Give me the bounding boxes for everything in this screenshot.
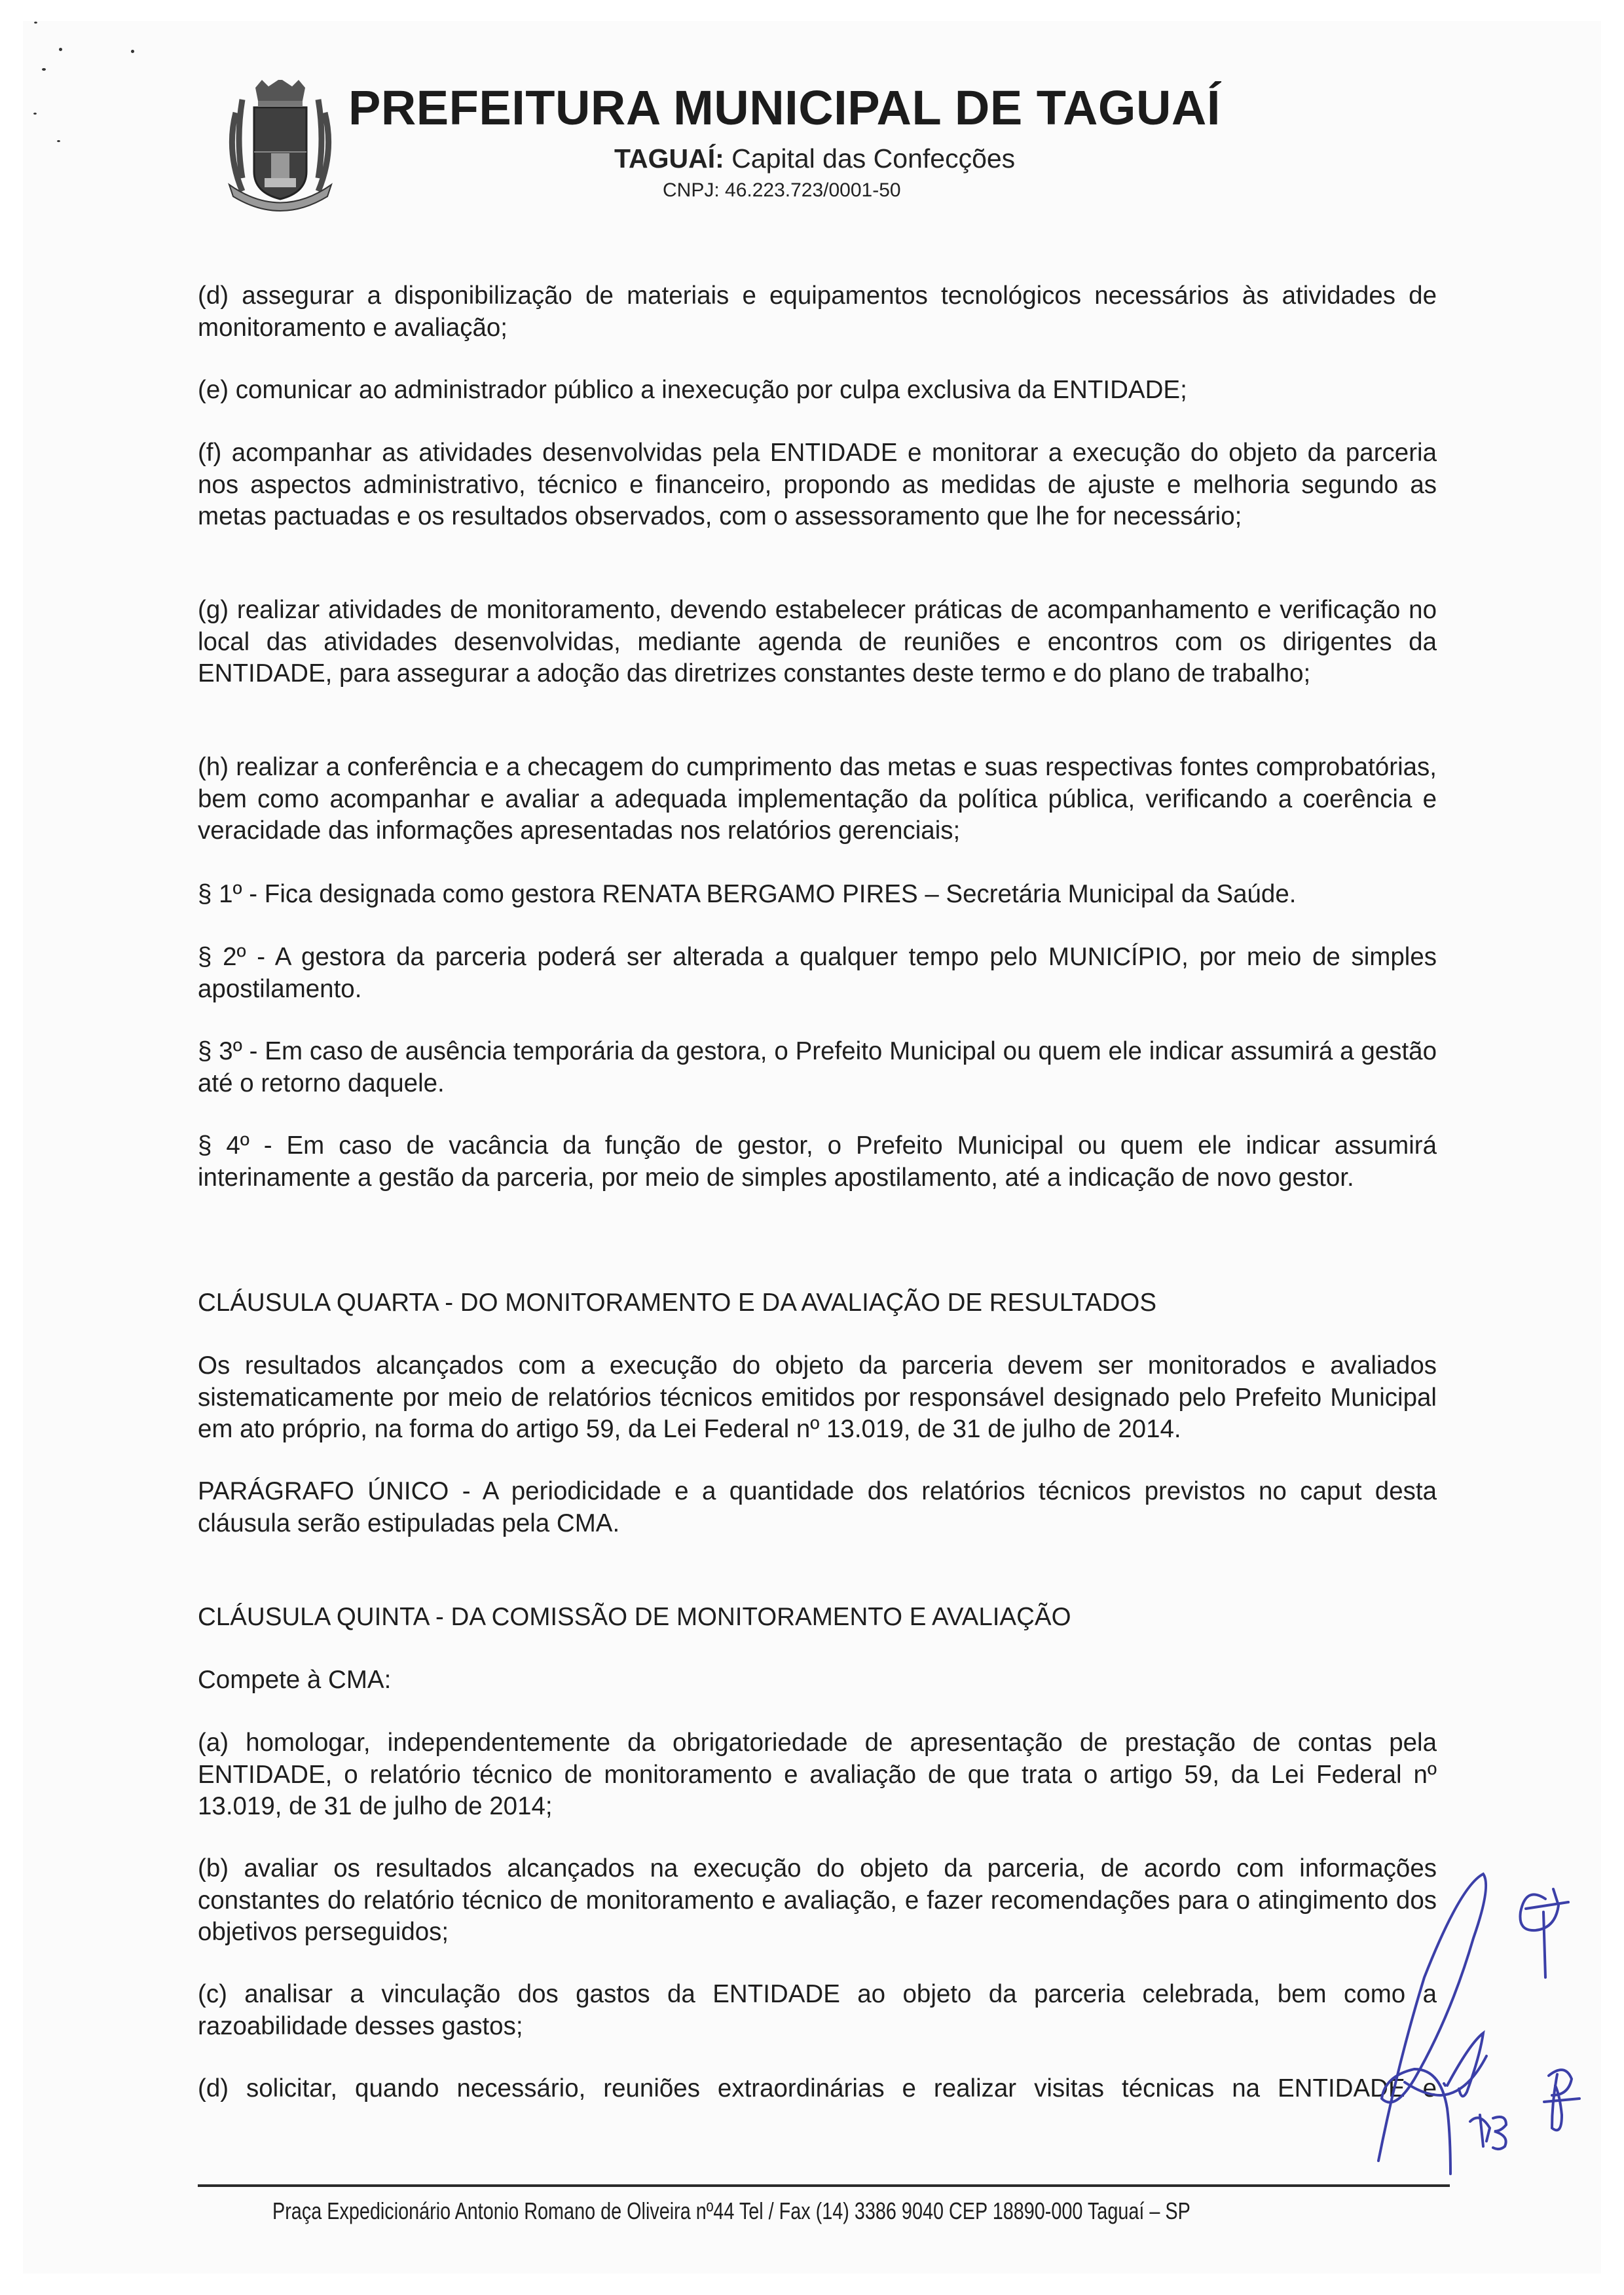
cma-item-b: (b) avaliar os resultados alcançados na execução do objeto da parceria, de acordo com informações constantes do relatório técnico de monitoramento e avaliação, e fazer recomendações para o atingimento dos objetivos perseguidos; xyxy=(198,1854,1437,1946)
coat-of-arms-icon xyxy=(216,80,344,215)
scan-speck xyxy=(33,113,37,115)
paragraph-1: § 1º - Fica designada como gestora RENATA BERGAMO PIRES – Secretária Municipal da Saúde. xyxy=(198,880,1297,908)
cma-item-d: (d) solicitar, quando necessário, reuniões extraordinárias e realizar visitas técnicas na ENTIDADE e xyxy=(198,2074,1437,2102)
scan-speck xyxy=(59,48,62,51)
clausula-quinta-intro: Compete à CMA: xyxy=(198,1666,392,1694)
clause-item-f: (f) acompanhar as atividades desenvolvidas pela ENTIDADE e monitorar a execução do objeto da parceria nos aspectos administrativo, técnico e financeiro, propondo as medidas de ajuste e melhoria segundo as metas pactuadas e os resultados observados, com o assessoramento que lhe for necessário; xyxy=(198,439,1437,530)
scan-speck xyxy=(34,22,37,24)
scan-speck xyxy=(42,68,46,71)
section-heading-clausula-quarta: CLÁUSULA QUARTA - DO MONITORAMENTO E DA AVALIAÇÃO DE RESULTADOS xyxy=(198,1289,1157,1317)
paragrafo-unico: PARÁGRAFO ÚNICO - A periodicidade e a quantidade dos relatórios técnicos previstos no caput desta cláusula serão estipuladas pela CMA. xyxy=(198,1477,1437,1537)
clause-item-e: (e) comunicar ao administrador público a inexecução por culpa exclusiva da ENTIDADE; xyxy=(198,376,1187,404)
header-cnpj: CNPJ: 46.223.723/0001-50 xyxy=(663,179,901,201)
subtitle-slogan: Capital das Confecções xyxy=(724,143,1016,174)
footer-divider xyxy=(198,2184,1450,2187)
scan-speck xyxy=(131,50,134,53)
section-heading-clausula-quinta: CLÁUSULA QUINTA - DA COMISSÃO DE MONITORAMENTO E AVALIAÇÃO xyxy=(198,1603,1071,1631)
footer-address: Praça Expedicionário Antonio Romano de Oliveira nº44 Tel / Fax (14) 3386 9040 CEP 18890-000 Taguaí – SP xyxy=(272,2197,1190,2224)
clause-item-d: (d) assegurar a disponibilização de materiais e equipamentos tecnológicos necessários às atividades de monitoramento e avaliação; xyxy=(198,282,1437,342)
page-title: PREFEITURA MUNICIPAL DE TAGUAÍ xyxy=(348,81,1221,135)
header-subtitle xyxy=(614,145,1015,172)
paragraph-3: § 3º - Em caso de ausência temporária da gestora, o Prefeito Municipal ou quem ele indicar assumirá a gestão até o retorno daquele. xyxy=(198,1037,1437,1097)
clause-item-g: (g) realizar atividades de monitoramento, devendo estabelecer práticas de acompanhamento e verificação no local das atividades desenvolvidas, mediante agenda de reuniões e encontros com os dirigentes da ENTIDADE, para assegurar a adoção das diretrizes constantes deste termo e do plano de trabalho; xyxy=(198,596,1437,688)
paragraph-4: § 4º - Em caso de vacância da função de gestor, o Prefeito Municipal ou quem ele indicar assumirá interinamente a gestão da parceria, por meio de simples apostilamento, até a indicação de novo gestor. xyxy=(198,1131,1437,1192)
scan-speck xyxy=(57,140,60,142)
cma-item-a: (a) homologar, independentemente da obrigatoriedade de apresentação de prestação de contas pela ENTIDADE, o relatório técnico de monitoramento e avaliação de que trata o artigo 59, da Lei Federal nº 13.019, de 31 de julho de 2014; xyxy=(198,1729,1437,1820)
clause-item-h: (h) realizar a conferência e a checagem do cumprimento das metas e suas respectivas fontes comprobatórias, bem como acompanhar e avaliar a adequada implementação da política pública, verificando a coerência e veracidade das informações apresentadas nos relatórios gerenciais; xyxy=(198,753,1437,845)
cma-item-c: (c) analisar a vinculação dos gastos da ENTIDADE ao objeto da parceria celebrada, bem como a razoabilidade desses gastos; xyxy=(198,1980,1437,2040)
paragraph-2: § 2º - A gestora da parceria poderá ser alterada a qualquer tempo pelo MUNICÍPIO, por meio de simples apostilamento. xyxy=(198,943,1437,1003)
subtitle-city: TAGUAÍ: xyxy=(614,143,724,174)
clausula-quarta-body: Os resultados alcançados com a execução do objeto da parceria devem ser monitorados e avaliados sistematicamente por meio de relatórios técnicos emitidos por responsável designado pelo Prefeito Municipal em ato próprio, na forma do artigo 59, da Lei Federal nº 13.019, de 31 de julho de 2014. xyxy=(198,1351,1437,1443)
